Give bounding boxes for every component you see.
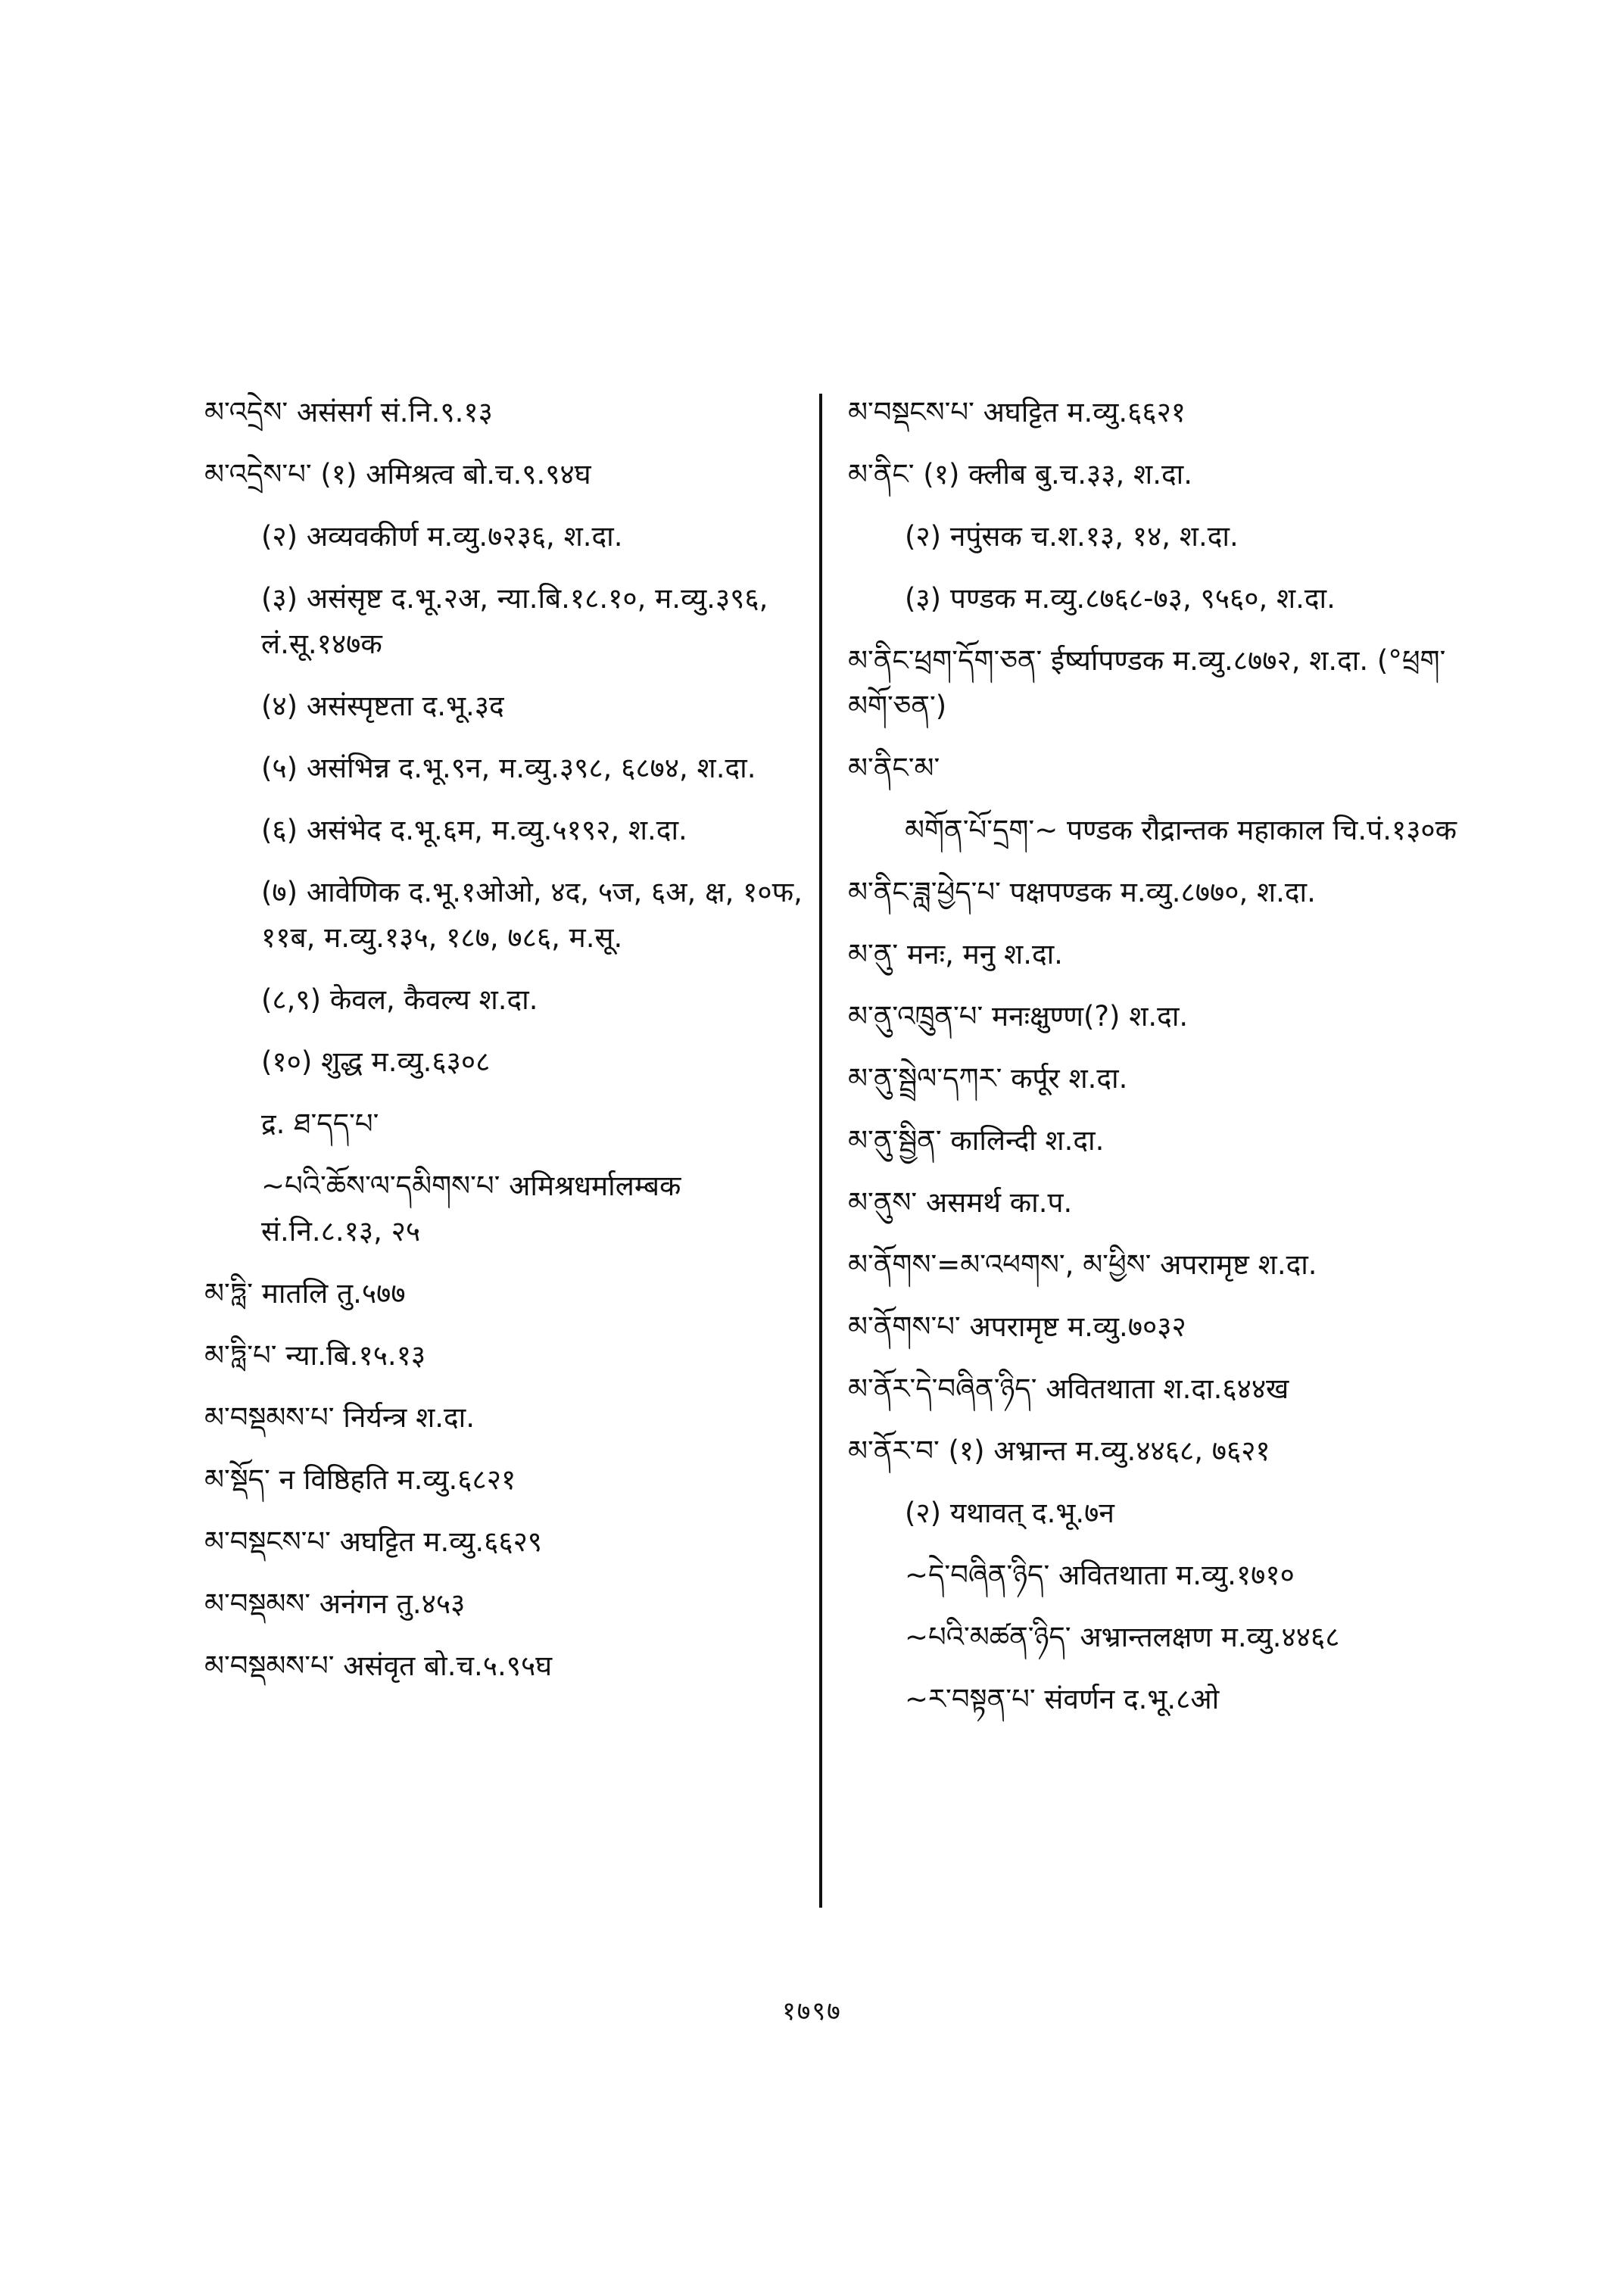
column-divider — [819, 394, 822, 1908]
right-column — [848, 390, 1476, 1739]
dictionary-entry: (७) आवेणिक द.भू.१ओओ, ४द, ५ज, ६अ, क्ष, १०फ, ११ब, म.व्यु.१३५, १८७, ७८६, म.सू. — [261, 876, 803, 954]
dictionary-entry: མ་ནུས་ असमर्थ का.प. — [848, 1186, 1073, 1219]
dictionary-entry: མ་འདྲེས་ असंसर्ग सं.नि.९.१३ — [204, 396, 493, 428]
dictionary-entry: (२) अव्यवकीर्ण म.व्यु.७२३६, श.दा. — [261, 520, 623, 553]
dictionary-entry: ~དེ་བཞིན་ཉིད་ अवितथाता म.व्यु.१७१० — [905, 1559, 1295, 1591]
dictionary-entry: མ་ནུ་ मनः, मनु श.दा. — [848, 938, 1063, 970]
dictionary-entry: ~པའི་ཆོས་ལ་དམིགས་པ་ अमिश्रधर्मालम्बक सं.नि.८.१३, २५ — [261, 1170, 681, 1248]
dictionary-entry: (५) असंभिन्न द.भू.९न, म.व्यु.३९८, ६८७४, श.दा. — [261, 752, 756, 784]
dictionary-entry: द्र. ཐ་དད་པ་ — [261, 1108, 379, 1140]
dictionary-entry: མ་ནུ་སྦྱིན་ कालिन्दी श.दा. — [848, 1124, 1105, 1157]
dictionary-entry: མགོན་པོ་དྲག་~ पण्डक रौद्रान्तक महाकाल चि.पं.१३०क — [905, 814, 1457, 846]
dictionary-entry: མ་ནུ་སྦྲེལ་དཀར་ कर्पूर श.दा. — [848, 1062, 1128, 1095]
page-number: १७९७ — [782, 1996, 842, 2027]
dictionary-entry: མ་སྡོད་ न विष्ठिहति म.व्यु.६८२१ — [204, 1463, 516, 1496]
dictionary-entry: མ་ནིང་ཕྲག་དོག་ཅན་ ईर्ष्यापण्डक म.व्यु.८७७२, श.दा. (°ཕྲག་མགོ་ཅན་) — [848, 644, 1446, 722]
dictionary-entry: མ་བསྡམས་པ་ असंवृत बो.च.५.९५घ — [204, 1650, 553, 1682]
dictionary-entry: མ་ཏླི་པ་ न्या.बि.१५.१३ — [204, 1339, 426, 1372]
dictionary-entry: མ་བསྡམས་ अनंगन तु.४५३ — [204, 1587, 466, 1620]
dictionary-entry: མ་ནིང་ཟླ་ཕྱེད་པ་ पक्षपण्डक म.व्यु.८७७०, श.दा. — [848, 876, 1316, 908]
dictionary-entry: (१०) शुद्ध म.व्यु.६३०८ — [261, 1045, 491, 1078]
dictionary-entry: མ་ནུ་འཁྲུན་པ་ मनःक्षुण्ण(?) श.दा. — [848, 1000, 1189, 1033]
dictionary-entry: མ་ནོར་བ་ (१) अभ्रान्त म.व्यु.४४६८, ७६२१ — [848, 1435, 1270, 1467]
dictionary-entry: མ་ནིང་ (१) क्लीब बु.च.३३, श.दा. — [848, 458, 1192, 491]
dictionary-entry: མ་འདྲེས་པ་ (१) अमिश्रत्व बो.च.९.९४घ — [204, 458, 591, 491]
dictionary-entry: (२) यथावत् द.भू.७न — [905, 1497, 1114, 1529]
dictionary-entry: མ་ནོགས་=མ་འཕགས་, མ་ཕྱིས་ अपरामृष्ट श.दा. — [848, 1248, 1317, 1281]
dictionary-entry: མ་ཏླི་ मातलि तु.५७७ — [204, 1277, 406, 1310]
dictionary-entry: (४) असंस्पृष्टता द.भू.३द — [261, 690, 504, 722]
left-column — [204, 390, 810, 1706]
dictionary-entry: མ་བསྡམས་པ་ निर्यन्त्र श.दा. — [204, 1401, 475, 1434]
dictionary-entry: ~ར་བསྟན་པ་ संवर्णन द.भू.८ओ — [905, 1683, 1220, 1715]
dictionary-entry: མ་ནིང་མ་ — [848, 752, 940, 784]
dictionary-entry: མ་བསྡངས་པ་ अघट्टित म.व्यु.६६२१ — [848, 396, 1186, 428]
dictionary-entry: (३) पण्डक म.व्यु.८७६८-७३, ९५६०, श.दा. — [905, 582, 1336, 615]
dictionary-entry: (३) असंसृष्ट द.भू.२अ, न्या.बि.१८.१०, म.व्यु.३९६, लं.सू.१४७क — [261, 582, 768, 660]
dictionary-entry: (८,९) केवल, कैवल्य श.दा. — [261, 983, 538, 1016]
dictionary-entry: མ་ནོར་དེ་བཞིན་ཉིད་ अवितथाता श.दा.६४४ख — [848, 1372, 1289, 1405]
dictionary-entry: མ་ནོགས་པ་ अपरामृष्ट म.व्यु.७०३२ — [848, 1310, 1186, 1343]
dictionary-entry: (२) नपुंसक च.श.१३, १४, श.दा. — [905, 520, 1239, 553]
dictionary-entry: མ་བསྡངས་པ་ अघट्टित म.व्यु.६६२९ — [204, 1525, 543, 1558]
dictionary-entry: ~པའི་མཚན་ཉིད་ अभ्रान्तलक्षण म.व्यु.४४६८ — [905, 1621, 1340, 1653]
dictionary-entry: (६) असंभेद द.भू.६म, म.व्यु.५१९२, श.दा. — [261, 814, 687, 846]
